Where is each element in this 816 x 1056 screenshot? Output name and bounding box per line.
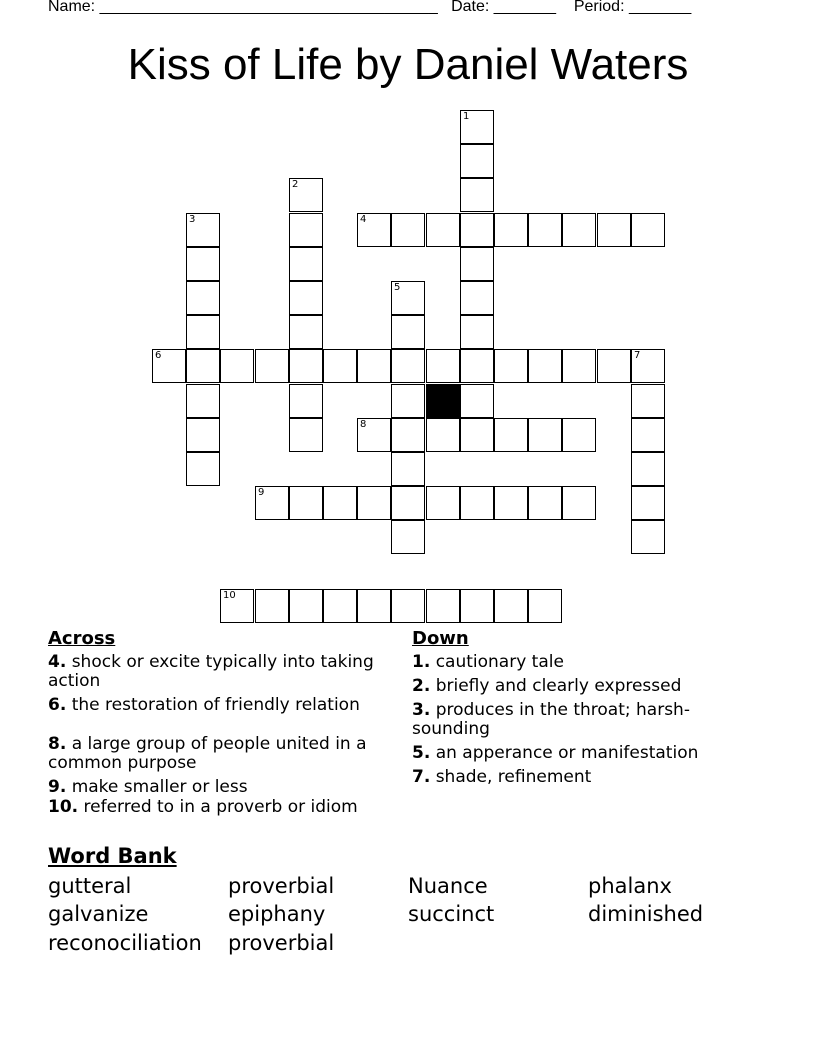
grid-cell[interactable] bbox=[528, 589, 562, 623]
grid-cell[interactable] bbox=[255, 349, 289, 383]
grid-cell[interactable] bbox=[289, 178, 323, 212]
grid-cell[interactable] bbox=[460, 213, 494, 247]
word-bank-item: epiphany bbox=[228, 902, 326, 926]
black-square bbox=[426, 384, 460, 418]
grid-cell[interactable] bbox=[631, 452, 665, 486]
grid-cell[interactable] bbox=[426, 213, 460, 247]
grid-cell[interactable] bbox=[631, 486, 665, 520]
grid-cell[interactable] bbox=[289, 247, 323, 281]
grid-cell[interactable] bbox=[323, 589, 357, 623]
grid-cell[interactable] bbox=[460, 384, 494, 418]
grid-cell[interactable] bbox=[391, 315, 425, 349]
grid-cell[interactable] bbox=[186, 349, 220, 383]
grid-cell[interactable] bbox=[460, 247, 494, 281]
grid-cell[interactable] bbox=[631, 213, 665, 247]
grid-cell[interactable] bbox=[391, 486, 425, 520]
word-bank-item: galvanize bbox=[48, 902, 149, 926]
grid-cell[interactable] bbox=[528, 418, 562, 452]
grid-cell[interactable] bbox=[186, 213, 220, 247]
grid-cell[interactable] bbox=[186, 452, 220, 486]
grid-cell[interactable] bbox=[357, 418, 391, 452]
grid-cell[interactable] bbox=[631, 520, 665, 554]
grid-cell[interactable] bbox=[289, 281, 323, 315]
word-bank-item: proverbial bbox=[228, 931, 335, 955]
clue-number: 8 bbox=[360, 419, 367, 430]
down-clue-7: 7. shade, refinement bbox=[412, 767, 592, 787]
word-bank-item: gutteral bbox=[48, 874, 132, 898]
grid-cell[interactable] bbox=[597, 349, 631, 383]
across-clue-6: 6. the restoration of friendly relation bbox=[48, 695, 360, 715]
across-clue-9: 9. make smaller or less bbox=[48, 777, 248, 797]
grid-cell[interactable] bbox=[391, 281, 425, 315]
grid-cell[interactable] bbox=[289, 418, 323, 452]
clue-number: 2 bbox=[292, 179, 299, 190]
grid-cell[interactable] bbox=[426, 589, 460, 623]
grid-cell[interactable] bbox=[255, 589, 289, 623]
grid-cell[interactable] bbox=[391, 452, 425, 486]
word-bank-title: Word Bank bbox=[48, 844, 177, 868]
grid-cell[interactable] bbox=[255, 486, 289, 520]
grid-cell[interactable] bbox=[289, 315, 323, 349]
clue-number: 6 bbox=[155, 350, 162, 361]
word-bank-item: proverbial bbox=[228, 874, 335, 898]
grid-cell[interactable] bbox=[289, 589, 323, 623]
word-bank-item: phalanx bbox=[588, 874, 672, 898]
grid-cell[interactable] bbox=[391, 213, 425, 247]
grid-cell[interactable] bbox=[391, 384, 425, 418]
down-clue-2: 2. briefly and clearly expressed bbox=[412, 676, 682, 696]
across-clue-8: 8. a large group of people united in a common purpose bbox=[48, 734, 367, 773]
down-clue-5: 5. an apperance or manifestation bbox=[412, 743, 699, 763]
page-title: Kiss of Life by Daniel Waters bbox=[127, 40, 689, 89]
clue-number: 5 bbox=[394, 282, 401, 293]
across-heading: Across bbox=[48, 628, 116, 649]
grid-cell[interactable] bbox=[391, 349, 425, 383]
grid-cell[interactable] bbox=[357, 486, 391, 520]
word-bank-item: Nuance bbox=[408, 874, 488, 898]
period-field[interactable]: Period: _______ bbox=[573, 0, 692, 15]
grid-cell[interactable] bbox=[562, 213, 596, 247]
down-clue-1: 1. cautionary tale bbox=[412, 652, 564, 672]
down-heading: Down bbox=[412, 628, 469, 649]
grid-cell[interactable] bbox=[631, 349, 665, 383]
clue-number: 1 bbox=[463, 111, 470, 122]
grid-cell[interactable] bbox=[426, 349, 460, 383]
grid-cell[interactable] bbox=[323, 486, 357, 520]
grid-cell[interactable] bbox=[391, 589, 425, 623]
grid-cell[interactable] bbox=[357, 213, 391, 247]
grid-cell[interactable] bbox=[152, 349, 186, 383]
grid-cell[interactable] bbox=[289, 486, 323, 520]
grid-cell[interactable] bbox=[186, 247, 220, 281]
grid-cell[interactable] bbox=[220, 349, 254, 383]
clue-number: 10 bbox=[223, 590, 236, 601]
grid-cell[interactable] bbox=[528, 213, 562, 247]
grid-cell[interactable] bbox=[460, 349, 494, 383]
date-field[interactable]: Date: _______ bbox=[451, 0, 557, 15]
grid-cell[interactable] bbox=[494, 589, 528, 623]
clue-number: 3 bbox=[189, 214, 196, 225]
grid-cell[interactable] bbox=[460, 144, 494, 178]
clue-number: 9 bbox=[258, 487, 265, 498]
grid-cell[interactable] bbox=[528, 486, 562, 520]
grid-cell[interactable] bbox=[426, 418, 460, 452]
word-bank-item: reconociliation bbox=[48, 931, 202, 955]
grid-cell[interactable] bbox=[391, 418, 425, 452]
grid-cell[interactable] bbox=[460, 418, 494, 452]
grid-cell[interactable] bbox=[426, 486, 460, 520]
grid-cell[interactable] bbox=[460, 281, 494, 315]
grid-cell[interactable] bbox=[460, 315, 494, 349]
grid-cell[interactable] bbox=[494, 418, 528, 452]
grid-cell[interactable] bbox=[186, 281, 220, 315]
across-clue-10: 10. referred to in a proverb or idiom bbox=[48, 797, 358, 817]
grid-cell[interactable] bbox=[357, 349, 391, 383]
word-bank-item: succinct bbox=[408, 902, 495, 926]
grid-cell[interactable] bbox=[460, 178, 494, 212]
grid-cell[interactable] bbox=[460, 486, 494, 520]
grid-cell[interactable] bbox=[186, 384, 220, 418]
grid-cell[interactable] bbox=[391, 520, 425, 554]
grid-cell[interactable] bbox=[289, 213, 323, 247]
grid-cell[interactable] bbox=[562, 349, 596, 383]
grid-cell[interactable] bbox=[186, 315, 220, 349]
grid-cell[interactable] bbox=[528, 349, 562, 383]
grid-cell[interactable] bbox=[494, 486, 528, 520]
grid-cell[interactable] bbox=[494, 349, 528, 383]
across-clue-4: 4. shock or excite typically into taking action bbox=[48, 652, 374, 691]
grid-cell[interactable] bbox=[562, 418, 596, 452]
grid-cell[interactable] bbox=[460, 589, 494, 623]
word-bank-item: diminished bbox=[588, 902, 704, 926]
grid-cell[interactable] bbox=[289, 349, 323, 383]
grid-cell[interactable] bbox=[494, 213, 528, 247]
grid-cell[interactable] bbox=[562, 486, 596, 520]
grid-cell[interactable] bbox=[289, 384, 323, 418]
grid-cell[interactable] bbox=[186, 418, 220, 452]
clue-number: 4 bbox=[360, 214, 367, 225]
grid-cell[interactable] bbox=[220, 589, 254, 623]
grid-cell[interactable] bbox=[323, 349, 357, 383]
grid-cell[interactable] bbox=[460, 110, 494, 144]
grid-cell[interactable] bbox=[357, 589, 391, 623]
grid-cell[interactable] bbox=[631, 418, 665, 452]
grid-cell[interactable] bbox=[631, 384, 665, 418]
clue-number: 7 bbox=[634, 350, 641, 361]
name-field[interactable]: Name: ______________________________________ bbox=[48, 0, 438, 15]
down-clue-3: 3. produces in the throat; harsh-sounding bbox=[412, 700, 690, 739]
grid-cell[interactable] bbox=[597, 213, 631, 247]
